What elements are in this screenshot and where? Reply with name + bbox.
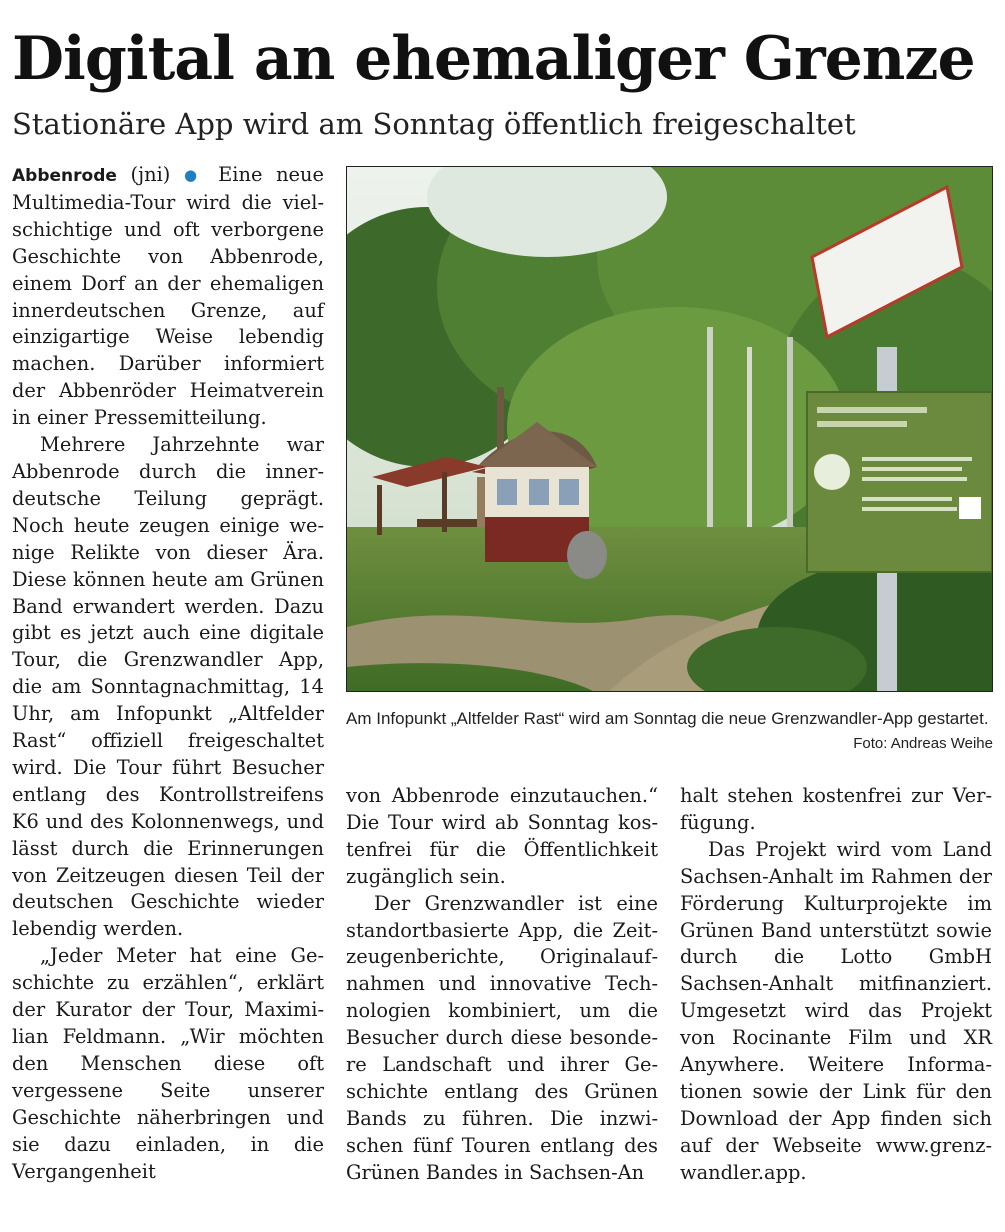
dateline-place: Abbenrode bbox=[12, 166, 117, 186]
article-column-3 bbox=[680, 783, 992, 1187]
headline: Digital an ehemaliger Grenze bbox=[12, 24, 975, 94]
photo-credit: Foto: Andreas Weihe bbox=[853, 735, 993, 752]
paragraph-intro bbox=[12, 162, 324, 432]
paragraph-2: Mehrere Jahrzehnte war Abbenrode durch die innerdeutsche Teilung geprägt. Noch heute zeugen einige wenige Relikte von dieser Ära. Diese können heute am Grünen Band erwandert werden. Dazu gibt es jetzt auch eine digitale Tour, die Grenzwandler App, die am Sonntagnachmittag, 14 Uhr, am Infopunkt „Altfelder Rast“ offiziell freigeschaltet wird. Die Tour führt Besucher entlang des Kontrollstreifens K6 und des Kolonnenwegs, und lässt durch die Erinnerungen von Zeitzeugen diesen Teil der deutschen Geschichte wieder lebendig werden. bbox=[12, 433, 324, 941]
paragraph-1-text: Eine neue Multimedia-Tour wird die vielschichtige und oft verborgene Geschichte von Abbenrode, einem Dorf an der ehemaligen innerdeutschen Grenze, auf einzigartige Weise lebendig machen. Darüber informiert der Abbenröder Heimatverein in einer Pressemitteilung. bbox=[12, 163, 324, 430]
paragraph-3: „Jeder Meter hat eine Geschichte zu erzählen“, erklärt der Kurator der Tour, Maximilian Feldmann. „Wir möchten den Menschen diese oft vergessene Seite unserer Geschichte näherbringen und sie dazu einladen, in die Vergangenheit bbox=[12, 944, 324, 1183]
paragraph-3-continued: von Abbenrode einzutauchen.“ Die Tour wird ab Sonntag kostenfrei für die Öffentlichkeit zugänglich sein. bbox=[346, 784, 658, 888]
article-column-2 bbox=[346, 783, 658, 1187]
subheadline: Stationäre App wird am Sonntag öffentlich freigeschaltet bbox=[12, 107, 856, 141]
paragraph-4-continued: halt stehen kostenfrei zur Verfügung. bbox=[680, 784, 992, 834]
article-photo bbox=[346, 166, 993, 692]
bullet-icon: ● bbox=[183, 166, 205, 184]
paragraph-4: Der Grenzwandler ist eine standortbasierte App, die Zeitzeugenberichte, Originalaufnahmen und innovative Technologien kombiniert, um die Besucher durch diese besondere Landschaft und ihrer Geschichte entlang des Grünen Bands zu führen. Die inzwischen fünf Touren entlang des Grünen Bandes in Sachsen-An bbox=[346, 891, 658, 1184]
article-column-1 bbox=[12, 162, 324, 1185]
photo-caption: Am Infopunkt „Altfelder Rast“ wird am Sonntag die neue Grenzwandler-App gestartet. bbox=[346, 709, 989, 728]
dateline-author: (jni) bbox=[116, 163, 184, 186]
paragraph-5: Das Projekt wird vom Land Sachsen-Anhalt im Rahmen der Förderung Kulturprojekte im Grünen Band unterstützt sowie durch die Lotto GmbH Sachsen-Anhalt mitfinanziert. Umgesetzt wird das Projekt von Rocinante Film und XR Anywhere. Weitere Informationen sowie der Link für den Download der App finden sich auf der Webseite www.grenzwandler.app. bbox=[680, 837, 992, 1184]
forest-rest-area-illustration bbox=[347, 167, 993, 692]
